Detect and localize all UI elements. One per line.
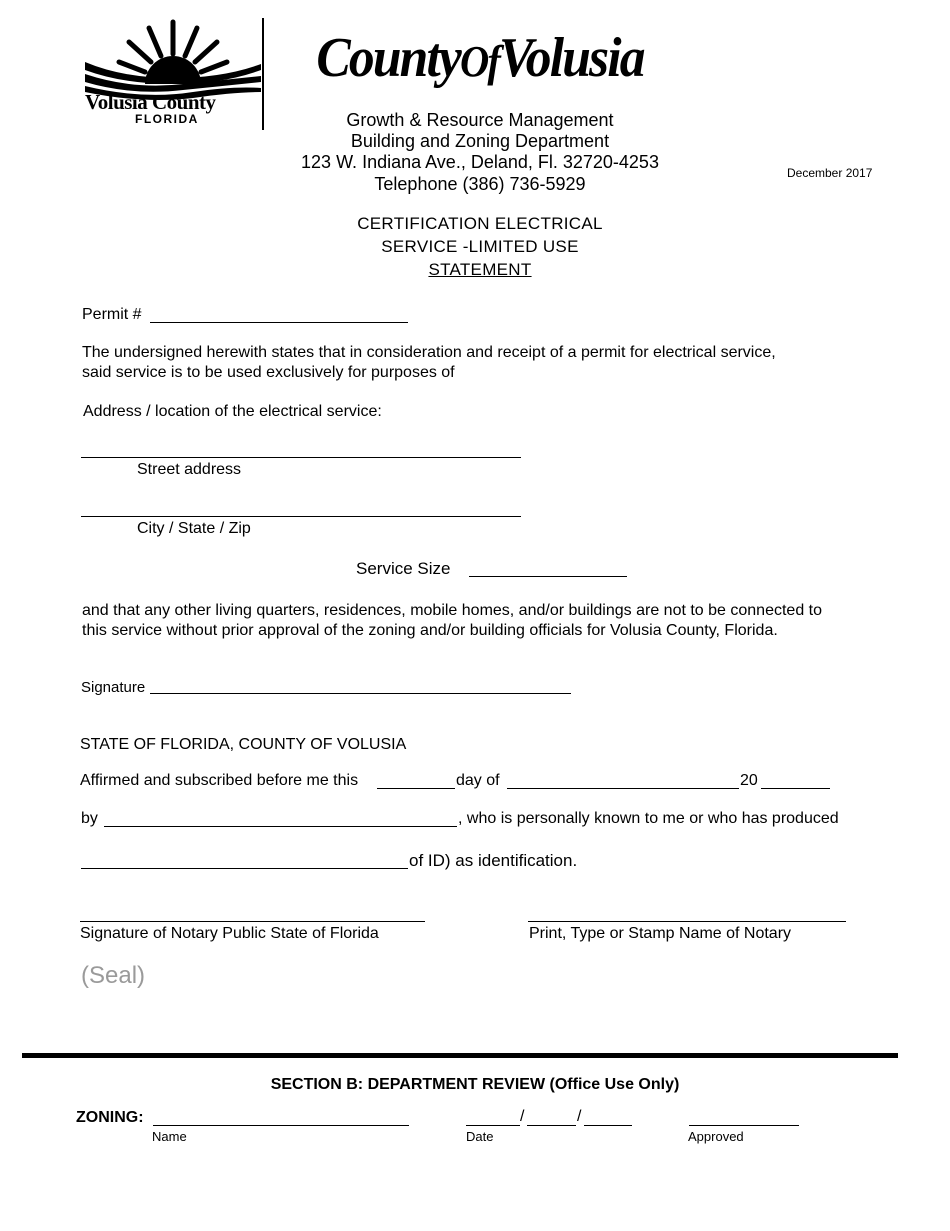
city-state-zip-field[interactable] bbox=[81, 516, 521, 517]
dept-telephone: Telephone (386) 736-5929 bbox=[374, 174, 586, 194]
permit-number-field[interactable] bbox=[150, 322, 408, 323]
service-size-field[interactable] bbox=[469, 576, 627, 577]
id-type-field[interactable] bbox=[81, 868, 408, 869]
intro-line-2: said service is to be used exclusively for purposes of bbox=[82, 364, 455, 381]
revision-date: December 2017 bbox=[787, 166, 873, 180]
signature-label: Signature bbox=[81, 679, 146, 696]
signature-field[interactable] bbox=[150, 693, 571, 694]
logo-divider bbox=[262, 18, 264, 130]
intro-line-1: The undersigned herewith states that in consideration and receipt of a permit for electrical service, bbox=[82, 344, 776, 361]
date-separator-2: / bbox=[577, 1108, 582, 1125]
by-label: by bbox=[81, 810, 98, 827]
affirmed-day-field[interactable] bbox=[377, 788, 455, 789]
notary-name-label: Print, Type or Stamp Name of Notary bbox=[529, 925, 792, 942]
state-county-heading: STATE OF FLORIDA, COUNTY OF VOLUSIA bbox=[80, 736, 407, 753]
affirmant-name-field[interactable] bbox=[104, 826, 457, 827]
dept-line-1: Growth & Resource Management bbox=[346, 110, 614, 130]
affirmed-year-field[interactable] bbox=[761, 788, 830, 789]
doc-title-line-2: SERVICE -LIMITED USE bbox=[381, 237, 579, 256]
zoning-date-label: Date bbox=[466, 1129, 494, 1144]
notary-signature-label: Signature of Notary Public State of Florida bbox=[80, 925, 379, 942]
zoning-date-year-field[interactable] bbox=[584, 1125, 632, 1126]
zoning-date-day-field[interactable] bbox=[527, 1125, 576, 1126]
zoning-approved-field[interactable] bbox=[689, 1125, 799, 1126]
zoning-name-field[interactable] bbox=[153, 1125, 409, 1126]
identification-label: of ID) as identification. bbox=[409, 851, 578, 870]
permit-label: Permit # bbox=[82, 306, 142, 323]
street-address-label: Street address bbox=[137, 461, 242, 478]
dept-line-2: Building and Zoning Department bbox=[350, 131, 610, 151]
seal-placeholder: (Seal) bbox=[81, 962, 146, 989]
notary-name-field[interactable] bbox=[528, 921, 846, 922]
zoning-label: ZONING: bbox=[76, 1109, 144, 1126]
date-separator-1: / bbox=[520, 1108, 525, 1125]
doc-title-line-3: STATEMENT bbox=[428, 260, 532, 279]
section-b-title: SECTION B: DEPARTMENT REVIEW (Office Use Only) bbox=[270, 1076, 680, 1093]
personally-known-label: , who is personally known to me or who has produced bbox=[458, 810, 839, 827]
county-logo bbox=[83, 18, 263, 128]
logo-name: Volusia County bbox=[85, 90, 216, 114]
city-state-zip-label: City / State / Zip bbox=[137, 520, 251, 537]
day-of-label: day of bbox=[456, 772, 500, 789]
dept-address: 123 W. Indiana Ave., Deland, Fl. 32720-4253 bbox=[301, 152, 659, 172]
affirmed-month-field[interactable] bbox=[507, 788, 739, 789]
service-size-label: Service Size bbox=[356, 559, 451, 578]
year-prefix: 20 bbox=[740, 772, 758, 789]
zoning-approved-label: Approved bbox=[688, 1129, 744, 1144]
doc-title-line-1: CERTIFICATION ELECTRICAL bbox=[357, 214, 603, 233]
zoning-name-label: Name bbox=[152, 1129, 187, 1144]
address-label: Address / location of the electrical service: bbox=[83, 403, 382, 420]
notary-signature-field[interactable] bbox=[80, 921, 425, 922]
street-address-field[interactable] bbox=[81, 457, 521, 458]
statement-line-2: this service without prior approval of the zoning and/or building officials for Volusia County, Florida. bbox=[82, 622, 778, 639]
logo-state: FLORIDA bbox=[135, 112, 199, 126]
affirmed-label: Affirmed and subscribed before me this bbox=[80, 772, 359, 789]
section-divider bbox=[22, 1053, 898, 1058]
zoning-date-month-field[interactable] bbox=[466, 1125, 520, 1126]
page-title: CountyOfVolusia bbox=[316, 27, 644, 89]
statement-line-1: and that any other living quarters, residences, mobile homes, and/or buildings are not to be connected to bbox=[82, 602, 823, 619]
